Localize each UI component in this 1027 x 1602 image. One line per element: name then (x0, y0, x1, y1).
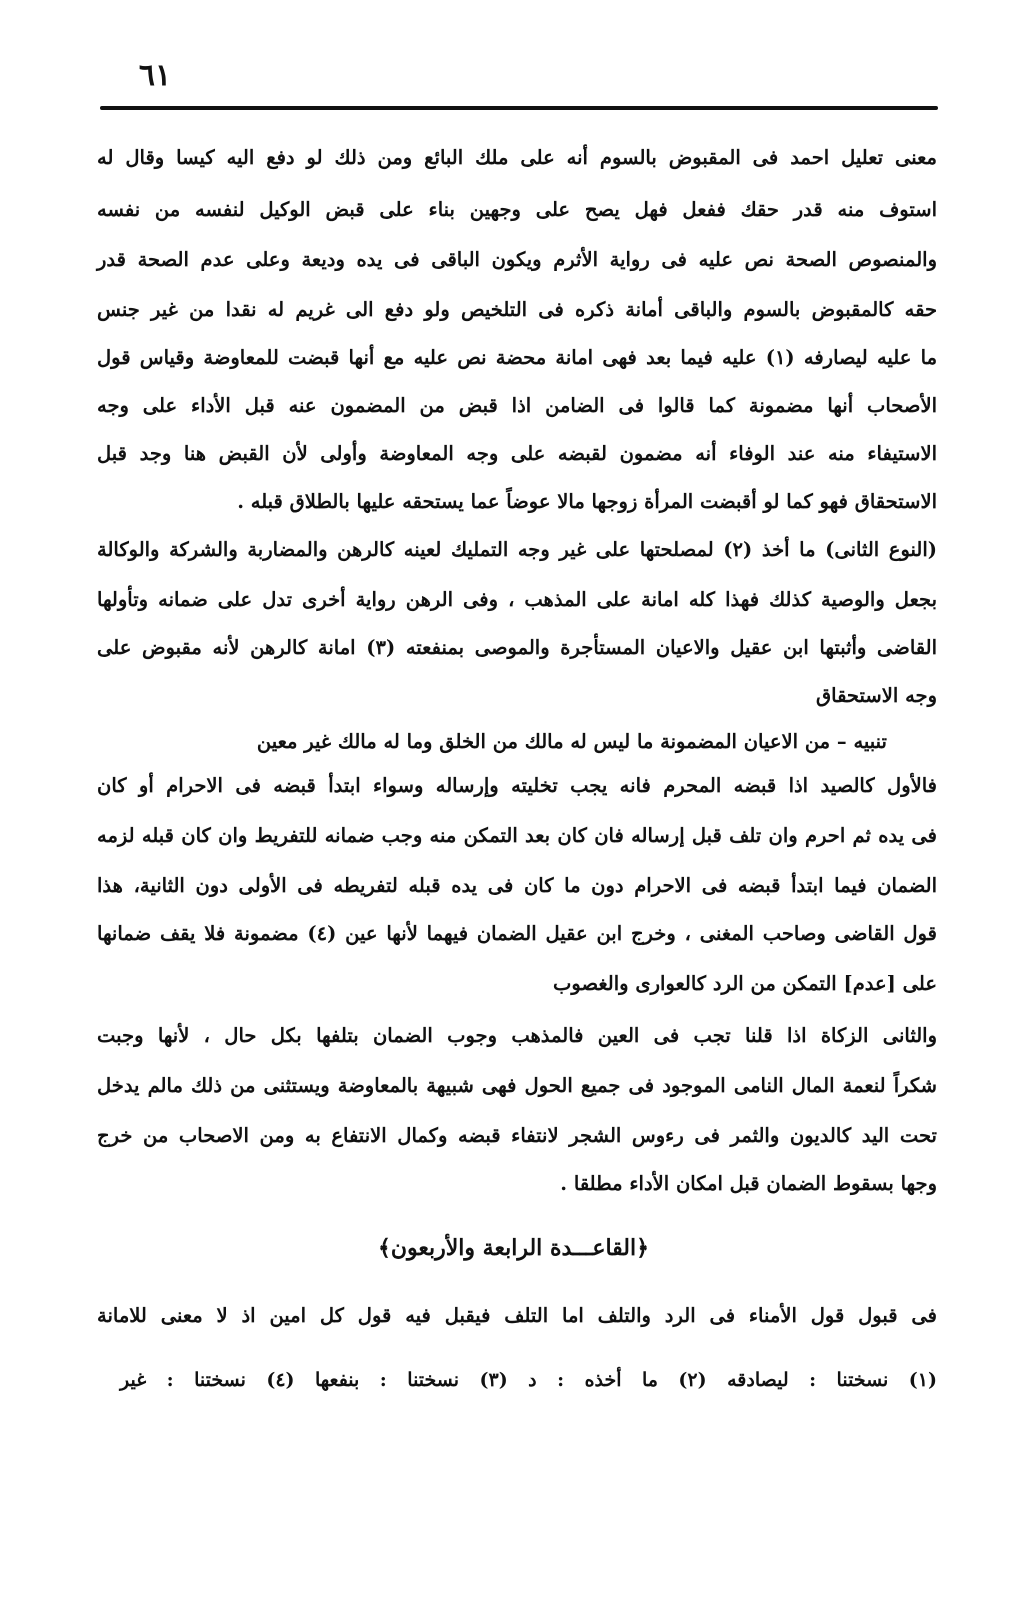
text-line: الأصحاب أنها مضمونة كما قالوا فى الضامن اذا قبض من المضمون عنه قبل الأداء على وجه (97, 394, 937, 417)
text-line: فالأول كالصيد اذا قبضه المحرم فانه يجب تخليته وإرساله وسواء ابتدأ قبضه فى الاحرام أو كان (97, 774, 937, 797)
text-line: الاستحقاق فهو كما لو أقبضت المرأة زوجها مالا عوضاً عما يستحقه عليها بالطلاق قبله . (237, 490, 937, 513)
text-line: على [عدم] التمكن من الرد كالعوارى والغصوب (553, 972, 937, 995)
text-line: (النوع الثانى) ما أخذ (٢) لمصلحتها على غير وجه التمليك لعينه كالرهن والمضاربة والشركة والوكالة (97, 538, 937, 561)
text-line: وجه الاستحقاق (816, 684, 937, 707)
section-heading: ﴿القاعـــدة الرابعة والأربعون﴾ (377, 1235, 650, 1261)
text-line: وجها بسقوط الضمان قبل امكان الأداء مطلقا . (560, 1172, 937, 1195)
text-line: معنى تعليل احمد فى المقبوض بالسوم أنه على ملك البائع ومن ذلك لو دفع اليه كيسا وقال له (97, 146, 937, 169)
text-line: القاضى وأثبتها ابن عقيل والاعيان المستأجرة والموصى بمنفعته (٣) امانة كالرهن لأنه مقبوض على (97, 636, 937, 659)
text-line: الاستيفاء منه عند الوفاء أنه مضمون لقبضه على وجه المعاوضة وأولى لأن القبض هنا وجد قبل (97, 442, 937, 465)
text-line: شكراً لنعمة المال النامى الموجود فى جميع الحول فهى شبيهة بالمعاوضة ويستثنى من ذلك مالم يدخل (97, 1074, 937, 1097)
footnotes: (١) نسختنا : ليصادقه (٢) ما أخذه : د (٣) نسختنا : بنفعها (٤) نسختنا : غير (120, 1369, 937, 1391)
text-line: والمنصوص الصحة نص عليه فى رواية الأثرم ويكون الباقى فى يده وديعة وعلى عدم الصحة قدر (97, 248, 937, 271)
text-line: فى قبول قول الأمناء فى الرد والتلف اما التلف فيقبل فيه قول كل امين اذ لا معنى للامانة (97, 1304, 937, 1327)
text-line: ما عليه ليصارفه (١) عليه فيما بعد فهى امانة محضة نص عليه مع أنها قبضت للمعاوضة وقياس قول (97, 346, 938, 369)
text-line: قول القاضى وصاحب المغنى ، وخرج ابن عقيل الضمان فيهما لأنها عين (٤) مضمونة فلا يقف ضمانها (97, 922, 937, 945)
text-line: الضمان فيما ابتدأ قبضه فى الاحرام دون ما كان فى يده قبله لتفريطه فى الأولى دون الثانية، هذا (97, 874, 937, 897)
text-line: تحت اليد كالديون والثمر فى رءوس الشجر لانتفاء قبضه وكمال الانتفاع به ومن الاصحاب من خرج (97, 1124, 937, 1147)
text-line: حقه كالمقبوض بالسوم والباقى أمانة ذكره فى التلخيص ولو دفع الى غريم له نقدا من غير جنس (97, 298, 937, 321)
header-rule (100, 106, 938, 110)
tanbih-line: تنبيه – من الاعيان المضمونة ما ليس له مالك من الخلق وما له مالك غير معين (256, 730, 887, 753)
text-line: والثانى الزكاة اذا قلنا تجب فى العين فالمذهب وجوب الضمان بتلفها بكل حال ، لأنها وجبت (97, 1024, 937, 1047)
text-line: استوف منه قدر حقك ففعل فهل يصح على وجهين بناء على قبض الوكيل لنفسه من نفسه (97, 198, 937, 221)
page-number: ٦١ (138, 58, 172, 93)
text-line: بجعل والوصية كذلك فهذا كله امانة على المذهب ، وفى الرهن رواية أخرى تدل على ضمانه وتأولها (97, 588, 937, 611)
text-line: فى يده ثم احرم وان تلف قبل إرساله فان كان بعد التمكن منه وجب ضمانه للتفريط وان كان قبله لزمه (97, 824, 937, 847)
